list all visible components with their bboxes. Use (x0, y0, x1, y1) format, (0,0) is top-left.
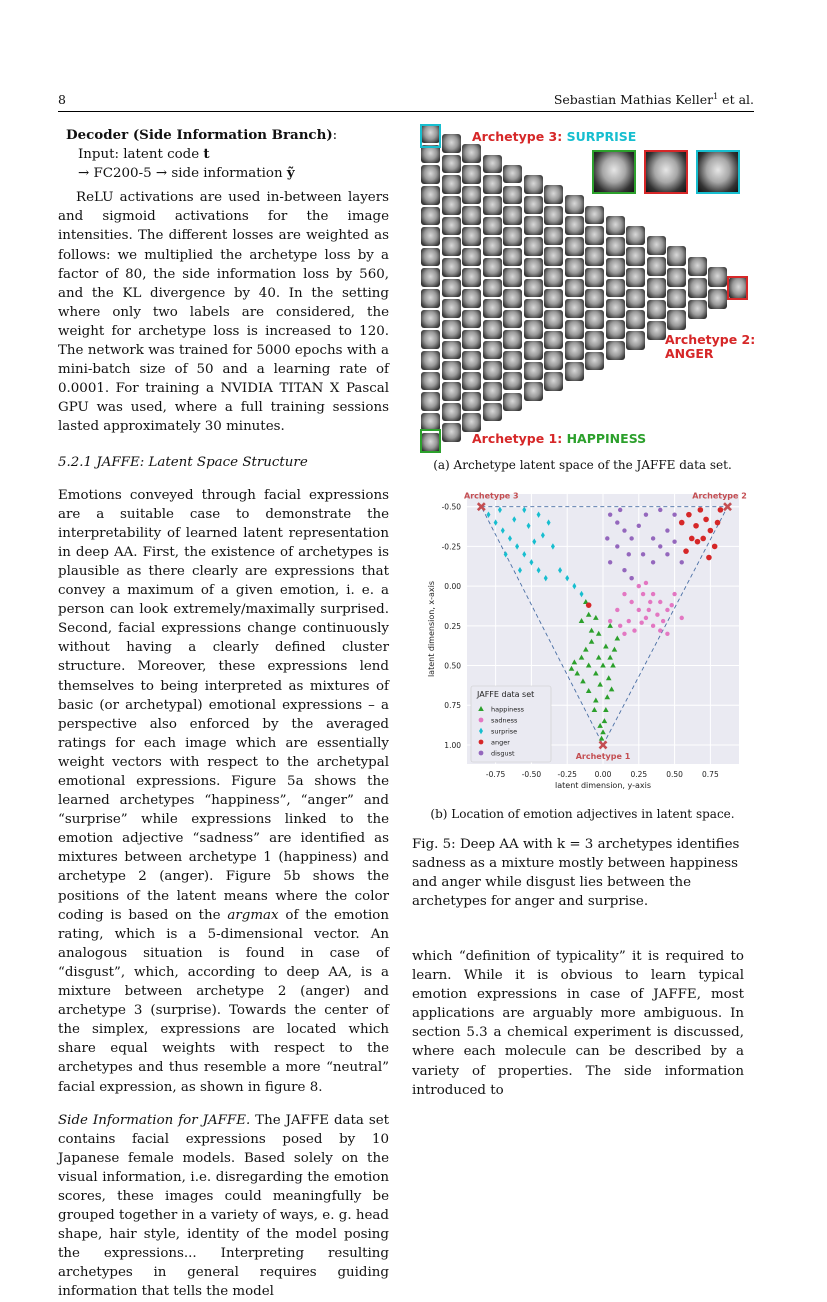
face-tile (462, 413, 481, 432)
y-tick-label: -0.25 (441, 542, 461, 552)
archetype3-tile-highlight (420, 124, 441, 148)
anger-point (693, 523, 699, 529)
face-tile (565, 216, 584, 235)
sadness-point (665, 632, 669, 636)
face-tile (503, 330, 522, 349)
face-tile (483, 155, 502, 174)
sadness-point (639, 620, 643, 624)
face-tile (606, 341, 625, 360)
disgust-point (680, 560, 684, 564)
sadness-point (632, 628, 636, 632)
disgust-point (665, 552, 669, 556)
disgust-point (665, 528, 669, 532)
sadness-point (658, 628, 662, 632)
archetype-annotation: Archetype 3 (464, 491, 519, 501)
disgust-point (615, 544, 619, 548)
left-column (58, 126, 389, 1302)
anger-point (708, 528, 714, 534)
face-tile (442, 196, 461, 215)
x-tick-label: 0.75 (702, 770, 719, 779)
archetype1-tile-highlight (420, 429, 441, 453)
face-tile (647, 278, 666, 297)
anger-point (683, 548, 689, 554)
face-tile (442, 258, 461, 277)
face-tile (462, 268, 481, 287)
anger-point (586, 602, 592, 608)
face-tile (421, 227, 440, 246)
anger-point (718, 507, 724, 513)
face-tile (483, 196, 502, 215)
sadness-point (651, 624, 655, 628)
decoder-colon: : (332, 128, 338, 143)
happiness-face-image (592, 150, 636, 194)
sadness-point (608, 619, 612, 623)
legend-label: disgust (491, 749, 515, 758)
anger-point (689, 536, 695, 542)
face-tile (544, 185, 563, 204)
sadness-point (665, 608, 669, 612)
face-tile (421, 351, 440, 370)
anger-point (679, 520, 685, 526)
legend-title: JAFFE data set (477, 690, 535, 699)
x-tick-label: -0.25 (557, 770, 577, 779)
disgust-point (627, 552, 631, 556)
face-tile (462, 372, 481, 391)
face-tile (421, 372, 440, 391)
face-tile (442, 361, 461, 380)
face-tile (647, 236, 666, 255)
anger-point (698, 507, 704, 513)
face-tile (524, 196, 543, 215)
arch2-emotion: ANGER (665, 346, 714, 361)
face-tile (503, 310, 522, 329)
face-tile (483, 279, 502, 298)
face-tile (667, 268, 686, 287)
anger-point (703, 517, 709, 523)
face-tile (544, 372, 563, 391)
face-tile (626, 226, 645, 245)
face-tile (442, 155, 461, 174)
paragraph-training: ReLU activations are used in-between layers and sigmoid activations for the image intensities. The different losses are weighted as follows: we multiplied the archetype loss by a factor of 80, the side information loss by 560, and the KL divergence by 40. In the setting where only two labels are considered, the weight for archetype loss is increased to 120. The network was trained for 5000 epochs with a mini-batch size of 50 and a learning rate of 0.0001. For training a NVIDIA TITAN X Pascal GPU was used, where a full training sessions lasted approximately 30 minutes. (58, 190, 389, 435)
face-tile (544, 289, 563, 308)
face-tile (606, 279, 625, 298)
sadness-point (648, 600, 652, 604)
anger-point (700, 536, 706, 542)
sadness-point (672, 592, 676, 596)
sadness-point (615, 608, 619, 612)
face-tile (708, 289, 727, 309)
surprise-face-image (696, 150, 740, 194)
archetype1-label (472, 431, 646, 446)
face-tile (503, 351, 522, 370)
face-tile (462, 206, 481, 225)
decoder-heading (66, 126, 389, 145)
caption-b: (b) Location of emotion adjectives in latent space. (430, 807, 735, 821)
face-tile (585, 352, 604, 371)
sadness-point (618, 624, 622, 628)
face-tile (442, 320, 461, 339)
face-tile (421, 310, 440, 329)
face-tile (462, 310, 481, 329)
y-tick-label: -0.50 (441, 502, 461, 512)
disgust-point (658, 544, 662, 548)
x-tick-label: 0.00 (594, 770, 612, 779)
face-tile (544, 206, 563, 225)
face-tile (503, 165, 522, 184)
y-tick-label: 0.00 (444, 582, 461, 592)
paragraph-latent-b: of the emotion rating, which is a 5-dimensional vector. An analogous situation is found in case of “disgust”, which, according to deep AA, is a mixture between archetype 2 (anger) and archetype 3 (surprise). Towards the center of the simplex, expressions are located which share equal weights with respect to the archetypes and thus resemble a more “neutral” facial expression, as shown in figure 8. (58, 907, 389, 1095)
x-axis-label: latent dimension, y-axis (555, 781, 651, 790)
disgust-point (618, 508, 622, 512)
face-tile (626, 310, 645, 329)
disgust-point (644, 512, 648, 516)
face-tile (524, 382, 543, 401)
face-tile (442, 299, 461, 318)
face-tile (524, 299, 543, 318)
face-tile (483, 258, 502, 277)
face-tile (524, 341, 543, 360)
face-tile (585, 247, 604, 266)
anger-point (686, 512, 692, 518)
face-tile (503, 372, 522, 391)
face-tile (585, 289, 604, 308)
header-sup: 1 (713, 92, 719, 101)
anger-point (695, 539, 701, 545)
face-tile (626, 247, 645, 266)
face-tile (483, 403, 502, 422)
decoder-input (78, 145, 389, 164)
scatter-svg (410, 484, 750, 806)
face-tile (544, 247, 563, 266)
face-tile (606, 237, 625, 256)
face-tile (421, 248, 440, 267)
paragraph-latent-a: Emotions conveyed through facial expressions are a suitable case to demonstrate the interpretability of learned latent representation in deep AA. First, the existence of archetypes is plausible as there clearly are expressions that convey a maximum of a given emotion, i. e. a person can look extremely/maximally surprised. Second, facial expressions change continuously without having a clearly defined cluster structure. Moreover, these expressions lend themselves to being interpreted as mixtures of basic (or archetypal) emotional expressions – a perspective also enforced by the averaged ratings for each image which are essentially weight vectors with respect to the archetypal emotional expressions. Figure 5a shows the learned archetypes “happiness”, “anger” and “surprise” while expressions linked to the emotion adjective “sadness” are identified as mixtures between archetype 1 (happiness) and archetype 2 (anger). Figure 5b shows the positions of the latent means where the color coding is based on the (58, 487, 389, 923)
face-tile (544, 310, 563, 329)
face-tile (565, 320, 584, 339)
archetype2-label (665, 333, 755, 361)
face-tile (483, 217, 502, 236)
face-tile (524, 216, 543, 235)
decoder-input-var: t (203, 146, 210, 163)
disgust-point (672, 539, 676, 543)
anger-point (706, 555, 712, 561)
arch2-label-text: Archetype 2: (665, 332, 756, 347)
header-rule (58, 111, 754, 112)
disgust-point (658, 508, 662, 512)
face-tile (708, 267, 727, 287)
anger-point (712, 544, 718, 550)
face-tile (421, 330, 440, 349)
x-tick-label: 0.50 (666, 770, 683, 779)
face-tile (606, 299, 625, 318)
y-tick-label: 0.75 (444, 701, 461, 711)
face-tile (442, 217, 461, 236)
face-tile (503, 268, 522, 287)
face-tile (585, 310, 604, 329)
face-tile (483, 341, 502, 360)
face-tile (524, 320, 543, 339)
face-tile (462, 392, 481, 411)
face-tile (524, 175, 543, 194)
face-tile (483, 299, 502, 318)
archetype2-tile-highlight (727, 276, 748, 300)
face-tile (442, 237, 461, 256)
face-tile (421, 207, 440, 226)
face-tile (585, 331, 604, 350)
face-tile (524, 258, 543, 277)
arch3-emotion: SURPRISE (566, 129, 637, 144)
face-tile (626, 289, 645, 308)
disgust-point (651, 560, 655, 564)
caption-a: (a) Archetype latent space of the JAFFE data set. (433, 458, 732, 472)
y-tick-label: 0.50 (444, 661, 461, 671)
figure-caption: Fig. 5: Deep AA with k = 3 archetypes identifies sadness as a mixture mostly between happiness and anger while disgust lies between the archetypes for anger and surprise. (412, 837, 740, 910)
legend-label: happiness (491, 705, 525, 714)
sadness-point (622, 592, 626, 596)
face-tile (647, 300, 666, 319)
legend-label: sadness (491, 716, 518, 725)
face-tile (421, 392, 440, 411)
legend-label: anger (491, 738, 510, 747)
latent-scatter-chart (410, 484, 750, 806)
disgust-point (651, 536, 655, 540)
face-tile (442, 341, 461, 360)
archetype-annotation: Archetype 2 (692, 491, 747, 501)
sadness-point (641, 592, 645, 596)
legend-marker (479, 740, 484, 745)
disgust-point (672, 512, 676, 516)
face-tile (483, 237, 502, 256)
disgust-point (615, 520, 619, 524)
x-tick-label: 0.25 (630, 770, 648, 779)
face-tile (483, 175, 502, 194)
face-tile (462, 227, 481, 246)
face-tile (606, 258, 625, 277)
disgust-point (629, 576, 633, 580)
arch3-label-text: Archetype 3: (472, 129, 567, 144)
face-tile (503, 248, 522, 267)
face-tile (565, 258, 584, 277)
face-tile (544, 351, 563, 370)
side-info-title: Side Information for JAFFE. (58, 1112, 251, 1128)
disgust-point (629, 536, 633, 540)
disgust-point (605, 536, 609, 540)
running-header (554, 92, 754, 107)
face-tile (442, 279, 461, 298)
face-tile (442, 382, 461, 401)
archetype-annotation: Archetype 1 (575, 751, 631, 761)
face-tile (421, 268, 440, 287)
anger-point (715, 520, 721, 526)
face-tile (442, 134, 461, 153)
sadness-point (644, 581, 648, 585)
face-tile (462, 330, 481, 349)
arch1-label-text: Archetype 1: (472, 431, 567, 446)
face-tile (565, 237, 584, 256)
face-tile (442, 403, 461, 422)
decoder-step (78, 164, 389, 183)
face-tile (483, 320, 502, 339)
legend-marker (479, 751, 484, 756)
disgust-point (622, 528, 626, 532)
face-tile (647, 257, 666, 276)
archetype3-label (472, 129, 636, 144)
face-tile (667, 289, 686, 308)
face-tile (565, 341, 584, 360)
disgust-point (641, 552, 645, 556)
sadness-point (651, 592, 655, 596)
face-tile (462, 186, 481, 205)
face-tile (503, 206, 522, 225)
y-axis-label: latent dimension, x-axis (427, 580, 436, 678)
sadness-point (627, 619, 631, 623)
decoder-title: Decoder (Side Information Branch) (66, 127, 333, 143)
face-tile (462, 289, 481, 308)
decoder-step-text: → FC200-5 → side information (78, 166, 287, 182)
face-tile (462, 248, 481, 267)
face-tile (544, 227, 563, 246)
face-tile (524, 362, 543, 381)
sadness-point (680, 616, 684, 620)
argmax-term: argmax (227, 907, 279, 923)
face-tile (606, 320, 625, 339)
sadness-point (622, 632, 626, 636)
sadness-point (629, 600, 633, 604)
disgust-point (608, 512, 612, 516)
face-tile (565, 279, 584, 298)
face-tile (462, 144, 481, 163)
paragraph-latent (58, 486, 389, 1097)
face-tile (421, 165, 440, 184)
sadness-point (661, 619, 665, 623)
page-number: 8 (58, 92, 66, 107)
face-tile (442, 423, 461, 442)
face-tile (565, 362, 584, 381)
decoder-step-var: ỹ (286, 165, 295, 182)
y-tick-label: 0.25 (444, 621, 461, 631)
disgust-point (608, 560, 612, 564)
x-tick-label: -0.75 (485, 770, 506, 779)
disgust-point (637, 524, 641, 528)
face-tile (667, 310, 686, 329)
face-tile (544, 331, 563, 350)
y-tick-label: 1.00 (444, 740, 461, 750)
face-tile (462, 351, 481, 370)
face-tile (544, 268, 563, 287)
face-tile (524, 279, 543, 298)
sadness-point (658, 600, 662, 604)
sadness-point (644, 616, 648, 620)
disgust-point (622, 568, 626, 572)
sadness-point (637, 608, 641, 612)
face-tile (565, 299, 584, 318)
face-tile (667, 246, 686, 265)
legend-marker (479, 718, 484, 723)
face-tile (503, 393, 522, 412)
face-tile (626, 331, 645, 350)
face-tile (647, 321, 666, 340)
face-tile (524, 237, 543, 256)
face-tile (421, 186, 440, 205)
paragraph-side-info (58, 1111, 389, 1302)
face-tile (421, 289, 440, 308)
header-suffix: et al. (718, 92, 754, 108)
face-tile (688, 257, 707, 277)
header-authors: Sebastian Mathias Keller (553, 92, 714, 108)
side-info-text: The JAFFE data set contains facial expressions posed by 10 Japanese female models. Based solely on the visual information, i.e. disregarding the emotion scores, these images could meaningfully be grouped together in a variety of ways, e. g. head shape, hair style, identity of the model posing the expressions... Interpreting resulting archetypes in general requires guiding information that tells the model (58, 1112, 390, 1300)
sadness-point (647, 608, 651, 612)
face-tile (626, 268, 645, 287)
face-tile (585, 226, 604, 245)
face-tile (483, 361, 502, 380)
face-tile (503, 227, 522, 246)
anger-face-image (644, 150, 688, 194)
face-tile (688, 278, 707, 298)
paragraph-typicality: which “definition of typicality” it is required to learn. While it is obvious to learn typical emotion expressions in case of JAFFE, most applications are arguably more ambiguous. In section 5.3 a chemical experiment is discussed, where each molecule can be described by a variety of properties. The side information introduced to (412, 949, 744, 1098)
legend-label: surprise (491, 727, 518, 736)
face-tile (483, 382, 502, 401)
sadness-point (637, 584, 641, 588)
face-tile (503, 186, 522, 205)
subsection-heading: 5.2.1 JAFFE: Latent Space Structure (58, 454, 308, 470)
face-tile (442, 175, 461, 194)
face-tile (688, 300, 707, 320)
arch1-emotion: HAPPINESS (566, 431, 647, 446)
face-tile (606, 216, 625, 235)
x-tick-label: -0.50 (521, 770, 542, 779)
sadness-point (655, 613, 659, 617)
face-tile (565, 195, 584, 214)
face-tile (462, 165, 481, 184)
face-tile (585, 268, 604, 287)
sadness-point (670, 603, 674, 607)
decoder-input-text: Input: latent code (78, 147, 204, 163)
face-tile (503, 289, 522, 308)
face-tile (585, 206, 604, 225)
